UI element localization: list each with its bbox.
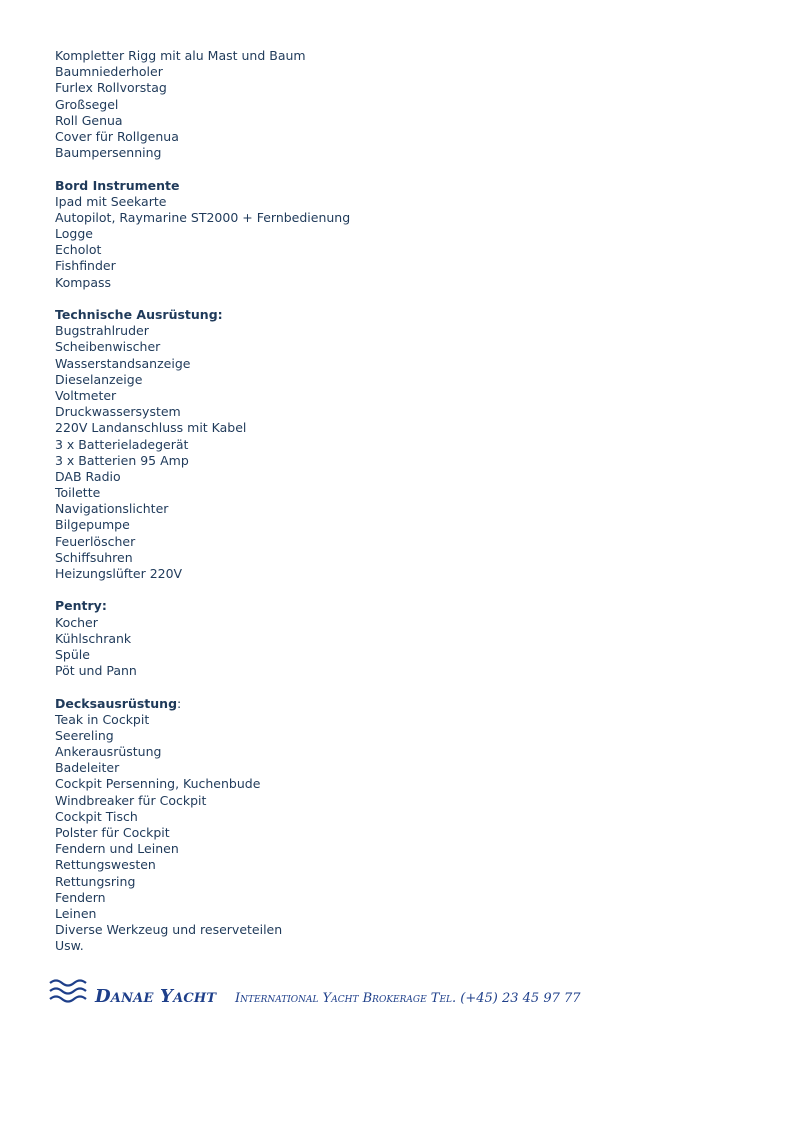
list-item: Badeleiter [55, 760, 120, 776]
list-item: Echolot [55, 242, 102, 258]
list-item: Bilgepumpe [55, 517, 130, 533]
equipment-list [55, 48, 755, 955]
section-heading-pantry: Pentry: [55, 598, 107, 614]
list-item: Kompletter Rigg mit alu Mast und Baum [55, 48, 306, 63]
section-heading-deck [55, 696, 755, 712]
list-item: Pöt und Pann [55, 663, 137, 679]
list-item: Bugstrahlruder [55, 323, 149, 339]
list-item: Cover für Rollgenua [55, 128, 179, 144]
deck-section [55, 696, 755, 955]
list-item: Heizungslüfter 220V [55, 566, 183, 581]
section-spacer [55, 582, 755, 598]
list-item: Schiffsuhren [55, 549, 133, 565]
waves-icon [48, 974, 88, 1006]
list-item: Fishfinder [55, 258, 116, 274]
list-item: Ankerausrüstung [55, 744, 162, 760]
list-item: Cockpit Persenning, Kuchenbude [55, 776, 261, 792]
pantry-section [55, 598, 755, 679]
section-heading-instruments: Bord Instrumente [55, 177, 180, 193]
brand-tagline: International Yacht Brokerage Tel. (+45) 23 45 97 77 [235, 991, 581, 1006]
list-item: Cockpit Tisch [55, 808, 138, 824]
list-item: Leinen [55, 905, 97, 921]
section-spacer [55, 161, 755, 177]
list-item: Furlex Rollvorstag [55, 80, 167, 96]
instruments-section [55, 178, 755, 291]
list-item: Rettungswesten [55, 857, 156, 873]
list-item: Seereling [55, 727, 114, 743]
list-item: Autopilot, Raymarine ST2000 + Fernbedienung [55, 209, 351, 225]
list-item: Druckwassersystem [55, 404, 181, 420]
list-item: Kompass [55, 274, 112, 290]
list-item: 3 x Batterieladegerät [55, 436, 189, 452]
section-spacer [55, 679, 755, 695]
list-item: Ipad mit Seekarte [55, 193, 167, 209]
list-item: Logge [55, 226, 93, 242]
list-item: Rettungsring [55, 873, 136, 889]
list-item: Dieselanzeige [55, 371, 143, 387]
list-item: Fendern und Leinen [55, 841, 179, 857]
list-item: Baumpersenning [55, 145, 162, 161]
section-heading-deck-text: Decksausrüstung [55, 695, 178, 711]
list-item: Windbreaker für Cockpit [55, 792, 207, 808]
list-item: Toilette [55, 485, 101, 501]
list-item: Usw. [55, 938, 84, 954]
list-item: Kocher [55, 614, 98, 630]
rigging-section [55, 48, 755, 161]
list-item: Großsegel [55, 96, 119, 112]
section-spacer [55, 291, 755, 307]
list-item: Kühlschrank [55, 630, 132, 646]
list-item: Scheibenwischer [55, 339, 161, 355]
list-item: Baumniederholer [55, 64, 163, 80]
list-item: Roll Genua [55, 112, 123, 128]
list-item: Spüle [55, 646, 90, 662]
list-item: Teak in Cockpit [55, 711, 150, 727]
list-item: 220V Landanschluss mit Kabel [55, 420, 247, 436]
company-footer [48, 974, 748, 1010]
list-item: Diverse Werkzeug und reserveteilen [55, 922, 283, 938]
list-item: DAB Radio [55, 468, 121, 484]
list-item: Wasserstandsanzeige [55, 355, 191, 371]
list-item: Navigationslichter [55, 501, 169, 517]
list-item: Polster für Cockpit [55, 825, 170, 840]
list-item: Feuerlöscher [55, 533, 136, 549]
list-item: Voltmeter [55, 387, 117, 403]
technical-section [55, 307, 755, 582]
list-item: 3 x Batterien 95 Amp [55, 452, 189, 468]
brand-name: Danae Yacht [95, 986, 217, 1007]
section-heading-deck-colon: : [177, 695, 182, 711]
section-heading-technical: Technische Ausrüstung: [55, 307, 223, 322]
list-item: Fendern [55, 889, 106, 905]
